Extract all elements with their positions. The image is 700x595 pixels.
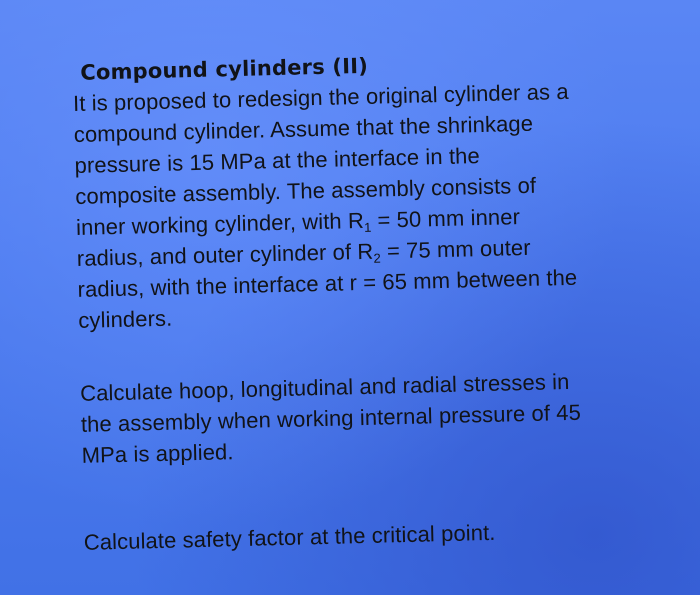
statement-line: pressure is 15 MPa at the interface in the [74,143,481,178]
task-line: Calculate safety factor at the critical point. [83,519,496,555]
statement-text: radius, and outer cylinder of R [76,238,374,271]
statement-line: composite assembly. The assembly consists of [75,172,537,209]
problem-document [72,45,684,558]
task-line: the assembly when working internal pressure of 45 [80,399,582,437]
subscript-1: 1 [363,219,372,235]
statement-line: compound cylinder. Assume that the shrinkage [73,110,534,147]
statement-line: It is proposed to redesign the original cylinder as a [72,78,569,116]
statement-text: = 50 mm inner [370,204,521,233]
problem-statement-paragraph [73,73,679,336]
task-line: Calculate hoop, longitudinal and radial stresses in [79,368,570,406]
statement-text: = 75 mm outer [380,234,531,264]
task-line: MPa is applied. [81,439,234,468]
task-stresses-paragraph [80,363,682,471]
statement-line: cylinders. [78,305,173,333]
problem-title: Compound cylinders (II) [80,53,369,85]
subscript-2: 2 [373,250,382,266]
statement-line: radius, with the interface at r = 65 mm between the [77,264,578,302]
statement-text: inner working cylinder, with R [75,207,365,240]
